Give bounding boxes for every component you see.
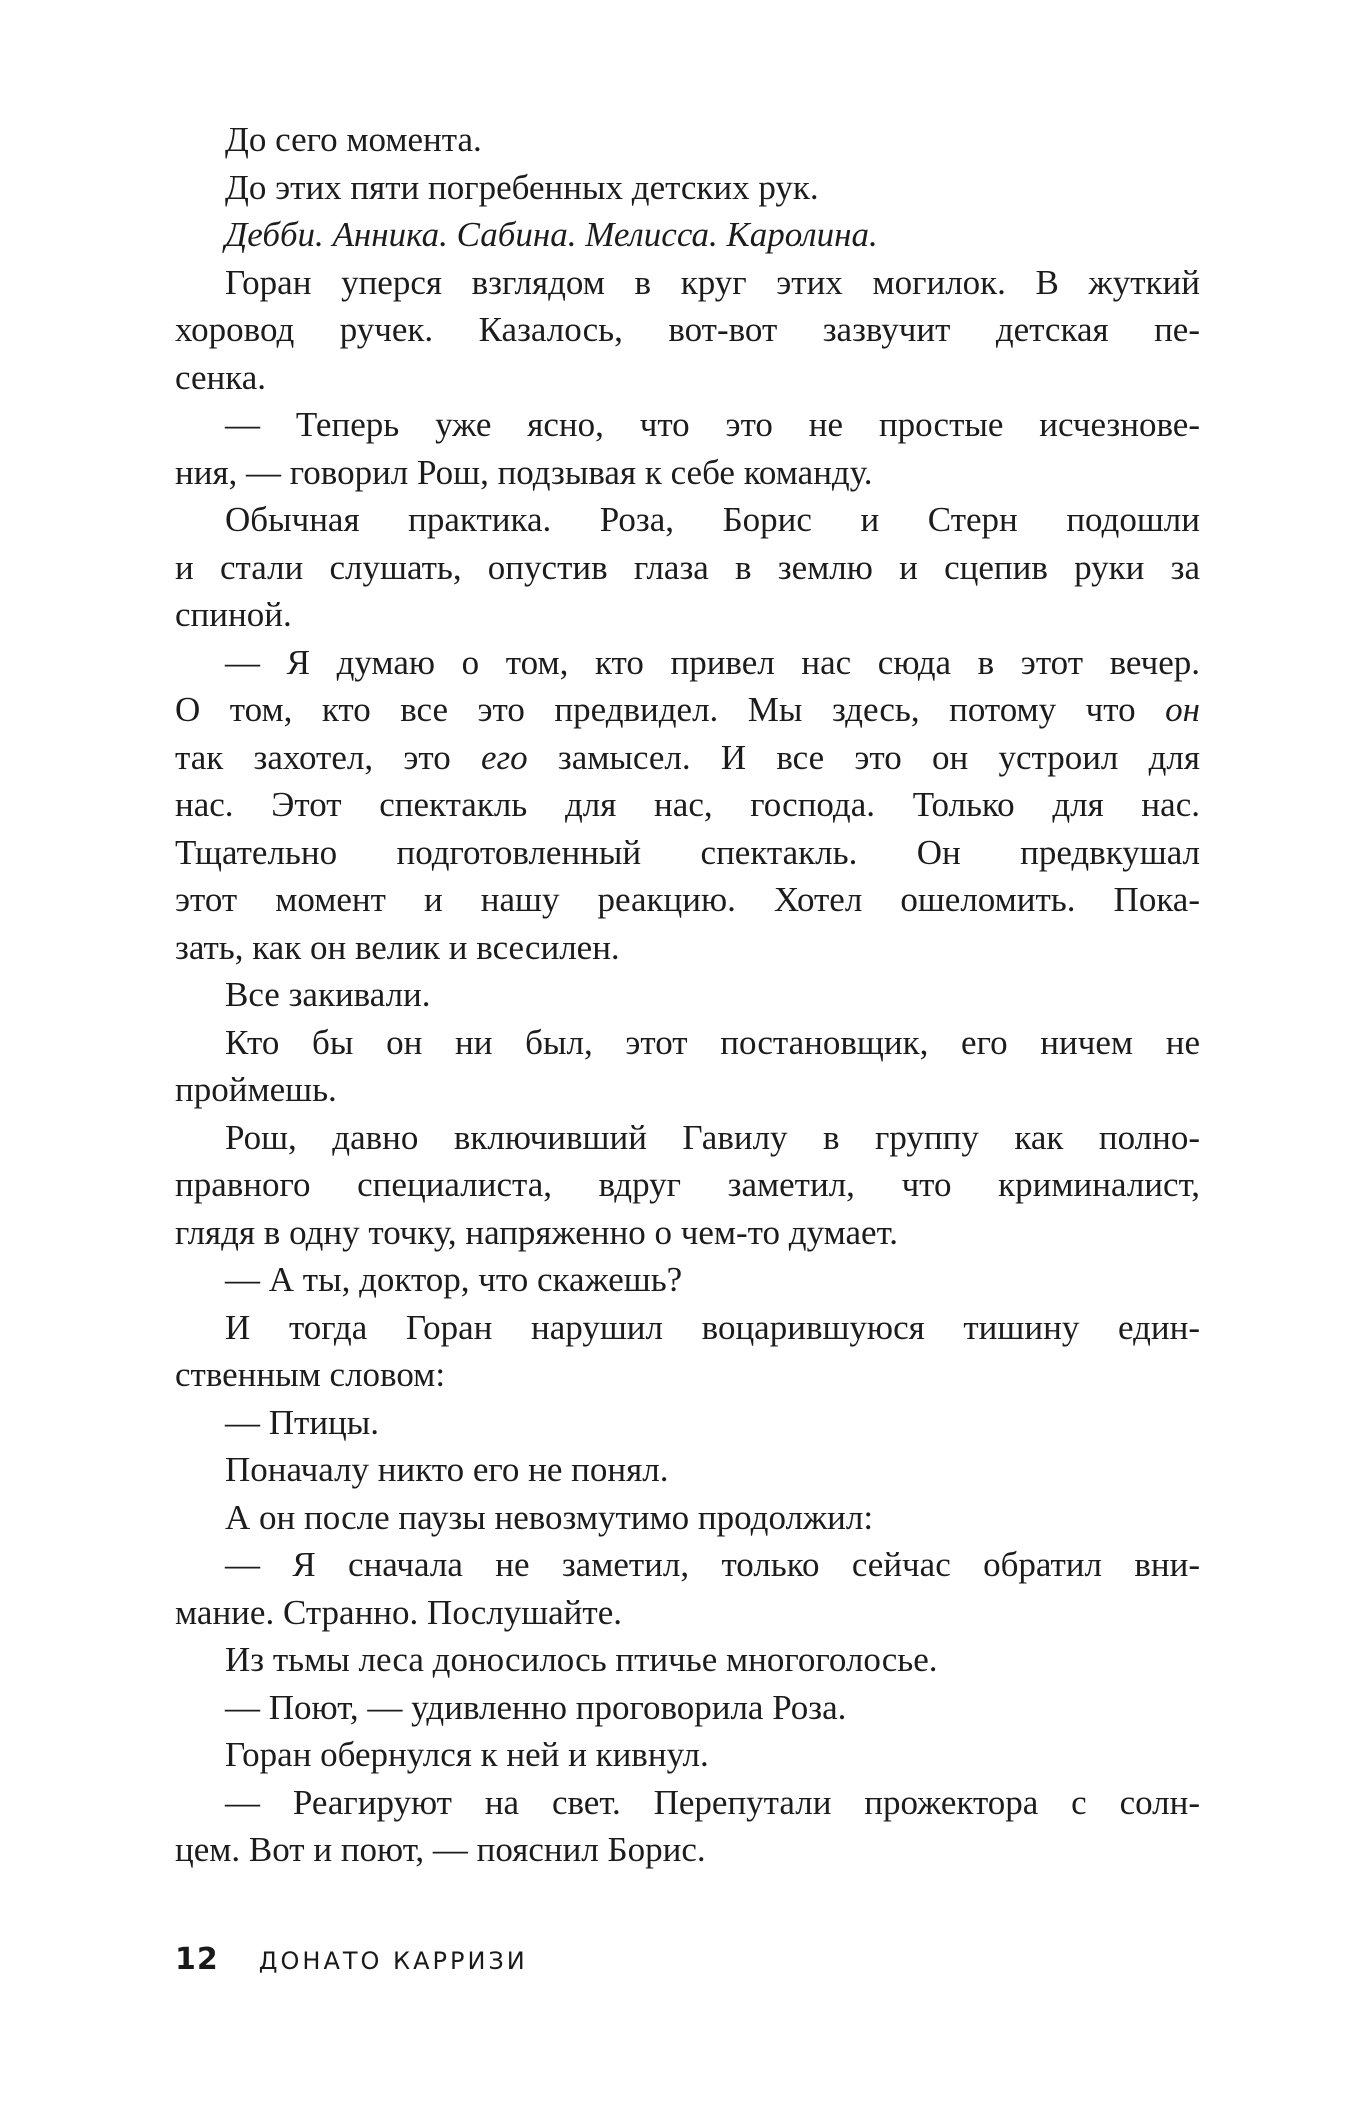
text-line: ния, — говорил Рош, подзывая к себе команду.: [175, 452, 873, 492]
text-line: [175, 734, 1200, 782]
text-line: мание. Странно. Послушайте.: [175, 1592, 622, 1632]
text-line: этот момент и нашу реакцию. Хотел ошеломить. Пока-: [175, 880, 1200, 919]
text-line: проймешь.: [175, 1070, 337, 1109]
text-line: И тогда Горан нарушил воцарившуюся тишину един-: [225, 1307, 1200, 1347]
text-line: Дебби. Анника. Сабина. Мелисса. Каролина.: [225, 215, 878, 254]
text-run: замысел. И все это он устроил для: [527, 737, 1201, 777]
running-head-author: ДОНАТО КАРРИЗИ: [258, 1947, 528, 1975]
text-line: — Я думаю о том, кто привел нас сюда в этот вечер.: [225, 642, 1200, 682]
text-run: так захотел, это: [175, 737, 481, 777]
emphasis: он: [1165, 690, 1200, 729]
page-footer: [175, 1942, 528, 1982]
text-line: А он после паузы невозмутимо продолжил:: [225, 1497, 874, 1537]
body-text: [175, 116, 1200, 1874]
text-line: хоровод ручек. Казалось, вот-вот зазвучит детская пе-: [175, 310, 1200, 349]
text-line: Поначалу никто его не понял.: [225, 1450, 669, 1489]
text-line: Рош, давно включивший Гавилу в группу как полно-: [225, 1117, 1200, 1157]
emphasis: его: [480, 737, 528, 777]
text-line: цем. Вот и поют, — пояснил Борис.: [175, 1830, 706, 1869]
text-line: Обычная практика. Роза, Борис и Стерн подошли: [225, 500, 1200, 539]
text-line: — Теперь уже ясно, что это не простые исчезнове-: [225, 405, 1200, 444]
text-line: и стали слушать, опустив глаза в землю и сцепив руки за: [175, 547, 1200, 587]
text-line: Горан уперся взглядом в круг этих могилок. В жуткий: [225, 262, 1200, 302]
text-line: [175, 686, 1200, 734]
text-line: зать, как он велик и всесилен.: [175, 927, 620, 967]
text-run: О том, кто все это предвидел. Мы здесь, потому что: [175, 690, 1166, 729]
text-line: Все закивали.: [225, 975, 431, 1014]
text-line: — Реагируют на свет. Перепутали прожектора с солн-: [225, 1782, 1200, 1822]
text-line: — Птицы.: [225, 1402, 380, 1442]
text-line: До этих пяти погребенных детских рук.: [225, 167, 819, 207]
text-line: Горан обернулся к ней и кивнул.: [225, 1735, 709, 1774]
text-line: спиной.: [175, 595, 292, 634]
text-line: До сего момента.: [225, 120, 482, 159]
text-line: — Я сначала не заметил, только сейчас обратил вни-: [225, 1545, 1200, 1584]
text-line: Тщательно подготовленный спектакль. Он предвкушал: [175, 832, 1200, 872]
text-line: сенка.: [175, 357, 266, 397]
text-line: глядя в одну точку, напряженно о чем-то думает.: [175, 1212, 899, 1252]
text-line: нас. Этот спектакль для нас, господа. Только для нас.: [175, 785, 1200, 824]
text-line: — А ты, доктор, что скажешь?: [225, 1260, 683, 1299]
text-line: ственным словом:: [175, 1355, 446, 1394]
page-number: 12: [175, 1942, 219, 1977]
text-line: — Поют, — удивленно проговорила Роза.: [225, 1687, 847, 1727]
text-line: Кто бы он ни был, этот постановщик, его ничем не: [225, 1022, 1200, 1062]
text-line: правного специалиста, вдруг заметил, что криминалист,: [175, 1165, 1200, 1204]
text-line: Из тьмы леса доносилось птичье многоголосье.: [225, 1640, 938, 1679]
